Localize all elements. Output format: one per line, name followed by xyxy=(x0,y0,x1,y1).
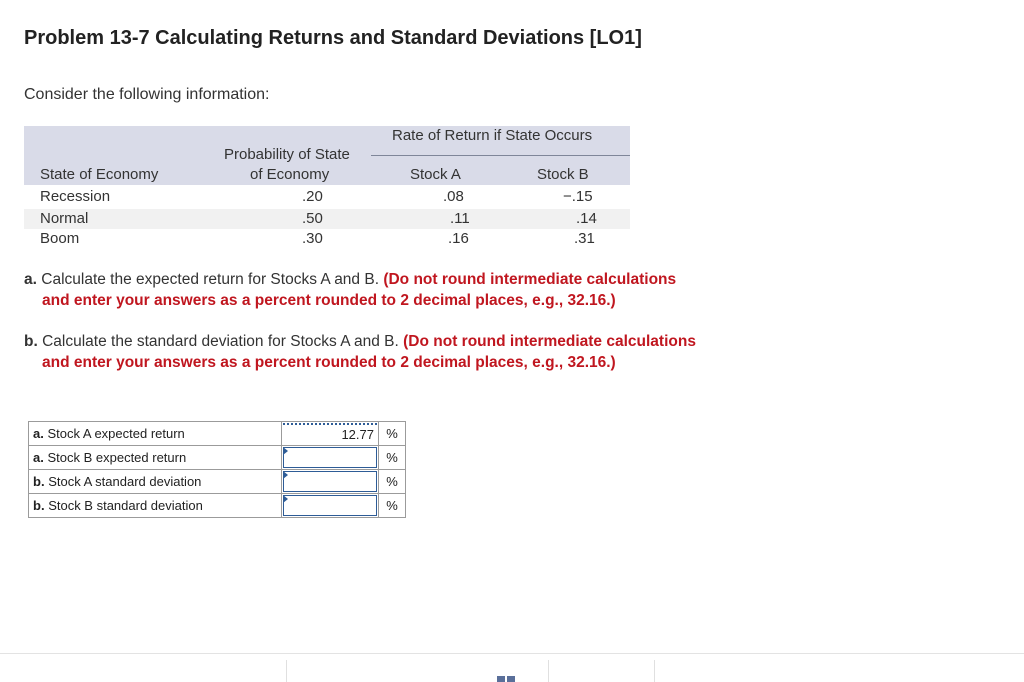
answer-label: Stock A expected return xyxy=(47,426,185,441)
answer-table xyxy=(28,421,406,518)
question-a-note: (Do not round intermediate calculations and enter your answers as a percent rounded to 2 decimal places, e.g., 32.16.) xyxy=(42,271,677,309)
question-a-text: Calculate the expected return for Stocks A and B. xyxy=(41,271,380,288)
percent-unit: % xyxy=(379,422,406,446)
answer-prefix: a. xyxy=(33,450,44,465)
answer-row xyxy=(29,422,406,446)
answer-prefix: a. xyxy=(33,426,44,441)
percent-unit: % xyxy=(379,494,406,518)
answer-label: Stock B expected return xyxy=(47,450,187,465)
stock-a-cell: .16 xyxy=(448,230,469,247)
col-header-stock-b: Stock B xyxy=(537,166,589,183)
input-marker-icon xyxy=(283,471,288,479)
percent-unit: % xyxy=(379,446,406,470)
nav-separator xyxy=(286,660,287,682)
answer-prefix: b. xyxy=(33,498,45,513)
group-header-rule xyxy=(371,155,630,156)
input-marker-icon xyxy=(283,447,288,455)
prob-cell: .30 xyxy=(302,230,323,247)
answer-label: Stock B standard deviation xyxy=(48,498,203,513)
stock-b-expected-return-input[interactable] xyxy=(283,447,377,468)
nav-separator xyxy=(548,660,549,682)
stock-b-std-dev-input[interactable] xyxy=(283,495,377,516)
page-title: Problem 13-7 Calculating Returns and Standard Deviations [LO1] xyxy=(24,27,642,49)
col-header-prob-2: of Economy xyxy=(250,166,330,183)
stock-a-cell: .11 xyxy=(450,210,470,227)
prob-cell: .50 xyxy=(302,210,323,227)
bottom-nav-divider xyxy=(0,653,1024,654)
question-a xyxy=(24,270,704,311)
state-cell: Recession xyxy=(40,188,111,205)
stock-a-expected-return-input[interactable]: 12.77 xyxy=(283,423,377,444)
col-header-stock-a: Stock A xyxy=(410,166,461,183)
question-b-note: (Do not round intermediate calculations and enter your answers as a percent rounded to 2 decimal places, e.g., 32.16.) xyxy=(42,333,696,371)
question-b-text: Calculate the standard deviation for Stocks A and B. xyxy=(42,333,399,350)
question-a-label: a. xyxy=(24,271,37,288)
state-cell: Normal xyxy=(40,210,89,227)
info-table xyxy=(24,126,630,248)
stock-b-cell: .31 xyxy=(574,230,595,247)
state-cell: Boom xyxy=(40,230,80,247)
percent-unit: % xyxy=(379,470,406,494)
nav-grid-icon[interactable] xyxy=(497,676,505,682)
stock-b-cell: −.15 xyxy=(563,188,593,205)
input-marker-icon xyxy=(283,495,288,503)
answer-row xyxy=(29,494,406,518)
col-header-state: State of Economy xyxy=(40,166,159,183)
row-band xyxy=(24,209,630,229)
question-b xyxy=(24,332,704,373)
answer-prefix: b. xyxy=(33,474,45,489)
stock-a-std-dev-input[interactable] xyxy=(283,471,377,492)
stock-b-cell: .14 xyxy=(576,210,597,227)
answer-row xyxy=(29,470,406,494)
col-header-prob-1: Probability of State xyxy=(224,146,350,163)
stock-a-cell: .08 xyxy=(443,188,464,205)
nav-grid-icon[interactable] xyxy=(507,676,515,682)
nav-separator xyxy=(654,660,655,682)
prob-cell: .20 xyxy=(302,188,323,205)
intro-text: Consider the following information: xyxy=(24,86,270,103)
group-header: Rate of Return if State Occurs xyxy=(392,127,593,144)
answer-row xyxy=(29,446,406,470)
question-b-label: b. xyxy=(24,333,38,350)
answer-label: Stock A standard deviation xyxy=(48,474,202,489)
